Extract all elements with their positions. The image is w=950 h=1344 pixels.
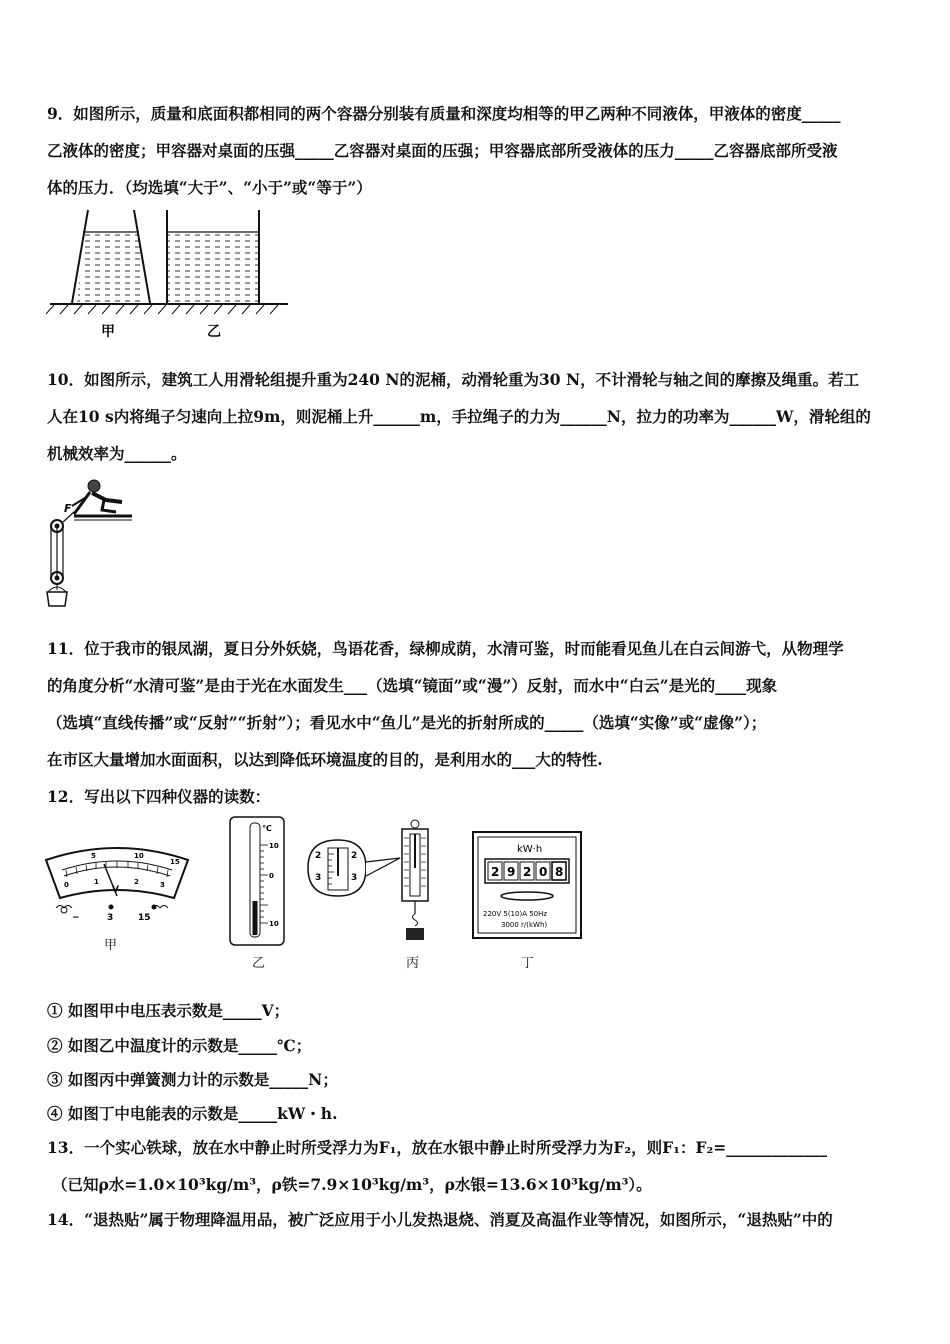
thermo-tick-0: 0 xyxy=(269,872,274,880)
q11-line-3: （选填“直线传播”或“反射”“折射”）；看见水中“鱼儿”是光的折射所成的_____（选填“实像”或“虚像”）； xyxy=(47,713,767,732)
meter-unit: kW·h xyxy=(517,844,543,855)
q13-line-1: 13．一个实心铁球，放在水中静止时所受浮力为F₁，放在水银中静止时所受浮力为F₂，则F₁：F₂=_____________ xyxy=(47,1138,827,1157)
q12-answer-1: ① 如图甲中电压表示数是_____V； xyxy=(47,1001,290,1020)
terminal-minus: − xyxy=(72,913,80,923)
meter-digit-4: 0 xyxy=(539,865,548,879)
zoom-label-2: 2 xyxy=(315,851,322,861)
zoom-label-3: 3 xyxy=(315,873,322,883)
q11-line-4: 在市区大量增加水面面积，以达到降低环境温度的目的，是利用水的___大的特性. xyxy=(47,750,603,769)
meter-disk xyxy=(501,892,553,900)
caption-bing: 丙 xyxy=(406,956,420,971)
v-scale-3: 3 xyxy=(160,881,165,889)
thermo-tick-neg10: 10 xyxy=(269,920,279,928)
q10-line-2: 人在10 s内将绳子匀速向上拉9m，则泥桶上升______m，手拉绳子的力为______N，拉力的功率为______W，滑轮组的 xyxy=(47,407,871,426)
v-scale-1: 1 xyxy=(94,878,99,886)
thermometer-unit: ℃ xyxy=(262,824,272,833)
q10-line-3: 机械效率为______。 xyxy=(47,444,187,463)
q12-title: 12．写出以下四种仪器的读数： xyxy=(47,787,271,806)
container-jia xyxy=(72,210,150,303)
hanging-weight xyxy=(406,928,424,940)
meter-digit-3: 2 xyxy=(523,865,532,879)
table-hatching xyxy=(46,305,278,314)
zoom-label-2-right: 2 xyxy=(351,851,358,861)
label-yi: 乙 xyxy=(207,324,221,340)
containers-figure xyxy=(44,208,294,340)
spring-scale xyxy=(304,818,444,950)
caption-jia: 甲 xyxy=(104,938,118,953)
meter-digit-5: 8 xyxy=(555,865,564,879)
q12-answer-2: ② 如图乙中温度计的示数是_____℃； xyxy=(47,1036,312,1055)
v-scale-15: 15 xyxy=(170,858,180,866)
v-scale-0: 0 xyxy=(64,881,69,889)
voltmeter xyxy=(42,840,192,930)
q12-answer-4: ④ 如图丁中电能表的示数是_____kW・h. xyxy=(47,1104,338,1123)
meter-spec-2: 3000 r/(kWh) xyxy=(501,921,548,929)
thermo-tick-10: 10 xyxy=(269,842,279,850)
v-scale-2: 2 xyxy=(134,878,139,886)
force-label: F xyxy=(64,502,72,515)
caption-ding: 丁 xyxy=(521,956,535,971)
pulley-figure xyxy=(44,474,140,610)
meter-spec-1: 220V 5(10)A 50Hz xyxy=(483,910,548,918)
q14-line-1: 14．“退热贴”属于物理降温用品，被广泛应用于小儿发热退烧、消夏及高温作业等情况，如图所示，“退热贴”中的 xyxy=(47,1210,833,1229)
q13-line-2: （已知ρ水=1.0×10³kg/m³，ρ铁=7.9×10³kg/m³，ρ水银=13.6×10³kg/m³）。 xyxy=(52,1175,652,1194)
q11-line-1: 11．位于我市的银凤湖，夏日分外妖娆，鸟语花香，绿柳成荫，水清可鉴，时而能看见鱼儿在白云间游弋，从物理学 xyxy=(47,639,844,658)
caption-yi: 乙 xyxy=(252,956,266,971)
terminals xyxy=(56,905,168,913)
terminal-15: 15 xyxy=(138,913,151,923)
meter-digit-2: 9 xyxy=(507,865,516,879)
voltmeter-unit: V xyxy=(112,885,119,895)
label-jia: 甲 xyxy=(101,324,115,340)
mercury-column xyxy=(253,901,258,935)
v-scale-10: 10 xyxy=(134,852,144,860)
q10-line-1: 10．如图所示，建筑工人用滑轮组提升重为240 N的泥桶，动滑轮重为30 N，不计滑轮与轴之间的摩擦及绳重。若工 xyxy=(47,370,860,389)
zoom-label-3-right: 3 xyxy=(351,873,358,883)
energy-meter xyxy=(471,830,583,940)
mud-bucket xyxy=(47,592,67,606)
thermometer xyxy=(228,815,288,947)
terminal-3: 3 xyxy=(107,913,114,923)
q12-answer-3: ③ 如图丙中弹簧测力计的示数是_____N； xyxy=(47,1070,338,1089)
q9-line-2: 乙液体的密度；甲容器对桌面的压强_____乙容器对桌面的压强；甲容器底部所受液体的压力_____乙容器底部所受液 xyxy=(47,141,838,160)
q11-line-2: 的角度分析“水清可鉴”是由于光在水面发生___（选填“镜面”或“漫”）反射，而水中“白云”是光的____现象 xyxy=(47,676,778,695)
q9-line-1: 9．如图所示，质量和底面积都相同的两个容器分别装有质量和深度均相等的甲乙两种不同液体，甲液体的密度_____ xyxy=(47,104,841,123)
meter-digit-1: 2 xyxy=(491,865,500,879)
container-yi xyxy=(167,210,259,303)
worker-figure xyxy=(72,480,132,520)
q9-line-3: 体的压力．（均选填“大于”、“小于”或“等于”） xyxy=(47,178,372,197)
v-scale-5: 5 xyxy=(91,852,96,860)
